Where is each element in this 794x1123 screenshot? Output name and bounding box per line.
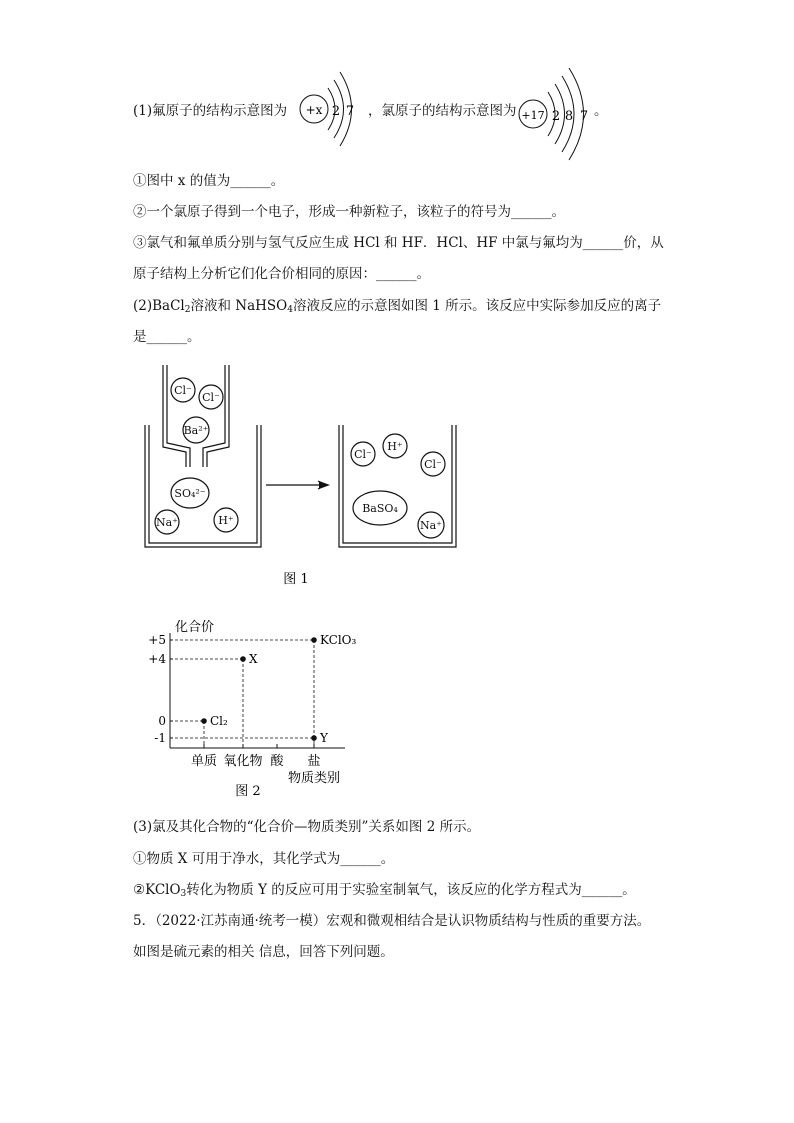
x-tick-label: 氧化物 bbox=[223, 754, 263, 769]
fluorine-shell-2: 7 bbox=[345, 104, 355, 119]
q5-line2: 如图是硫元素的相关 信息，回答下列问题。 bbox=[133, 944, 394, 960]
figure-1-labels bbox=[156, 384, 442, 532]
fluorine-shell-1: 2 bbox=[331, 104, 341, 119]
figure-2-ylabel: 化合价 bbox=[175, 620, 215, 635]
q3-sub2: ②KClO$_3$转化为物质 Y 的反应可用于实验室制氧气，该反应的化学方程式为______。 bbox=[133, 882, 636, 899]
ion-h-right: H⁺ bbox=[387, 440, 403, 453]
chlorine-atom-diagram bbox=[519, 68, 588, 160]
q2-line2: 是______。 bbox=[133, 329, 201, 345]
figure-2 bbox=[148, 633, 356, 769]
q3-intro: (3)氯及其化合物的“化合价—物质类别”关系如图 2 所示。 bbox=[133, 819, 481, 835]
chlorine-shell-3: 7 bbox=[579, 109, 589, 124]
q1-sub3a: ③氯气和氟单质分别与氢气反应生成 HCl 和 HF．HCl、HF 中氯与氟均为______价，从 bbox=[133, 235, 664, 251]
q1-sub1: ①图中 x 的值为______。 bbox=[133, 173, 285, 189]
data-point bbox=[240, 656, 246, 662]
q1-intro-a: (1)氟原子的结构示意图为 bbox=[133, 103, 288, 119]
y-tick-label: +5 bbox=[148, 633, 166, 647]
x-tick-label: 单质 bbox=[190, 754, 218, 769]
q5-line1: 5．（2022·江苏南通·统考一模）宏观和微观相结合是认识物质结构与性质的重要方法。 bbox=[133, 913, 651, 929]
fluorine-nucleus: +x bbox=[305, 103, 323, 117]
chlorine-shell-1: 2 bbox=[551, 109, 561, 124]
q1-sub2: ②一个氯原子得到一个电子，形成一种新粒子，该粒子的符号为______。 bbox=[133, 204, 565, 220]
ion-h-left: H⁺ bbox=[218, 514, 234, 527]
ion-cl-1: Cl⁻ bbox=[174, 384, 192, 397]
point-label: X bbox=[249, 652, 258, 666]
data-point bbox=[311, 735, 317, 741]
q1-sub3b: 原子结构上分析它们化合价相同的原因：______。 bbox=[133, 266, 430, 282]
q1-intro-b: ，氯原子的结构示意图为 bbox=[368, 103, 517, 119]
precipitate-baso4: BaSO₄ bbox=[362, 502, 398, 515]
data-point bbox=[201, 718, 207, 724]
x-tick-label: 酸 bbox=[270, 754, 284, 769]
ion-so4: SO₄²⁻ bbox=[174, 487, 206, 500]
ion-na-right: Na⁺ bbox=[420, 519, 442, 532]
ion-na-left: Na⁺ bbox=[156, 516, 178, 529]
point-label: Y bbox=[320, 731, 328, 745]
y-tick-label: 0 bbox=[158, 714, 166, 728]
ion-cl-2: Cl⁻ bbox=[202, 391, 220, 404]
data-point bbox=[311, 637, 317, 643]
q1-intro-end: 。 bbox=[594, 103, 608, 119]
ion-ba: Ba²⁺ bbox=[183, 424, 209, 437]
chlorine-nucleus: +17 bbox=[521, 109, 545, 122]
ion-cl-right-2: Cl⁻ bbox=[424, 458, 442, 471]
fluorine-atom-diagram bbox=[300, 72, 354, 146]
point-label: KClO₃ bbox=[320, 633, 357, 647]
ion-cl-right-1: Cl⁻ bbox=[354, 448, 372, 461]
x-tick-label: 盐 bbox=[307, 754, 321, 769]
point-label: Cl₂ bbox=[210, 714, 228, 728]
figure-2-caption: 图 2 bbox=[235, 784, 261, 799]
y-tick-label: +4 bbox=[148, 652, 166, 666]
q2-line1: (2)BaCl$_2$溶液和 NaHSO$_4$溶液反应的示意图如图 1 所示。该反应中实际参加反应的离子 bbox=[133, 298, 662, 315]
chlorine-shell-2: 8 bbox=[564, 109, 574, 124]
figure-2-xlabel: 物质类别 bbox=[288, 771, 341, 786]
figure-1-caption: 图 1 bbox=[283, 572, 309, 587]
y-tick-label: -1 bbox=[154, 731, 166, 745]
q3-sub1: ①物质 X 可用于净水，其化学式为______。 bbox=[133, 851, 395, 867]
